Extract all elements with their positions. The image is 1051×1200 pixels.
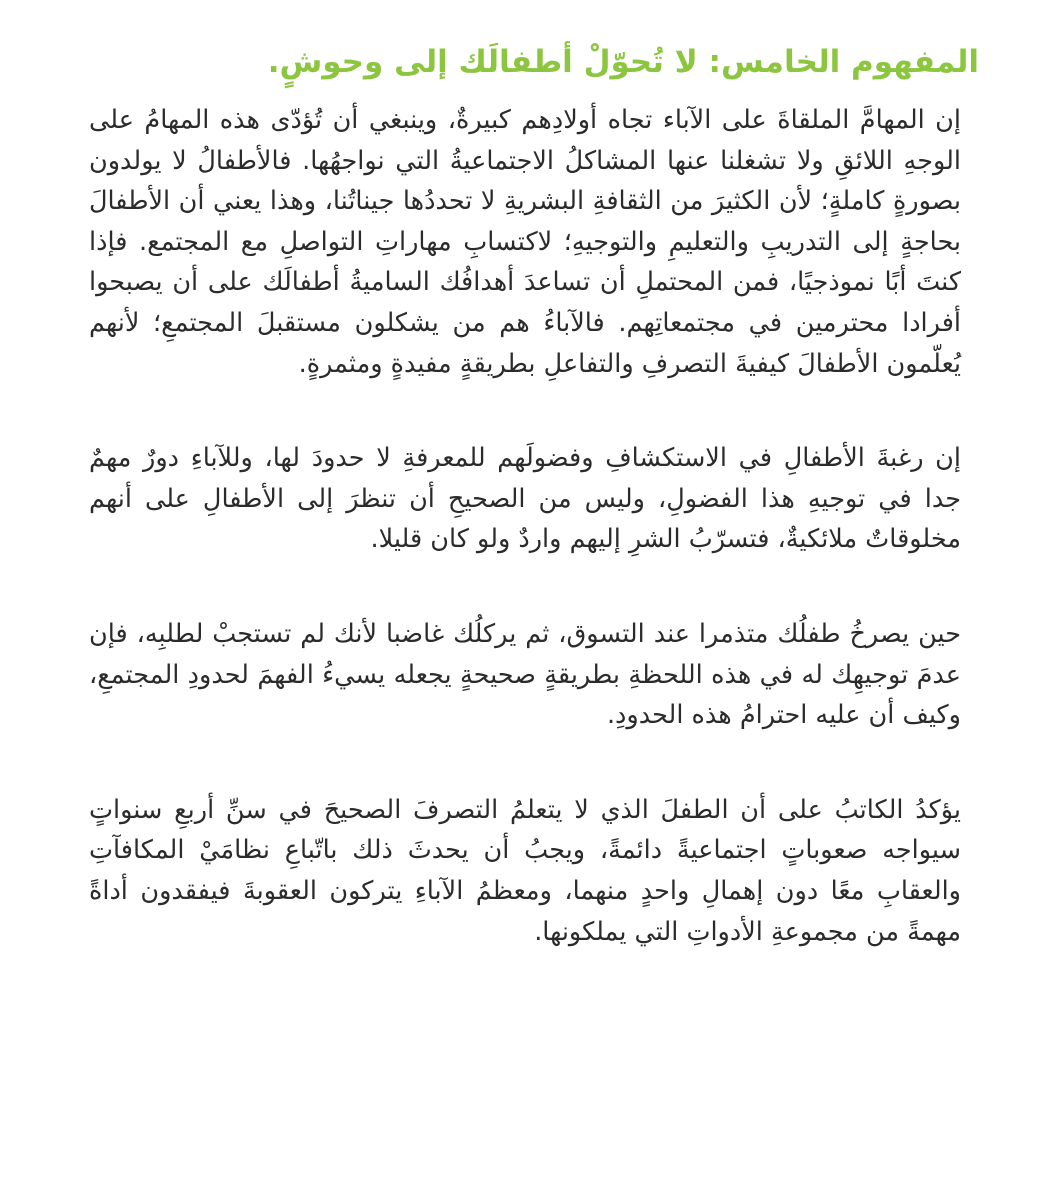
paragraph-3: حين يصرخُ طفلُك متذمرا عند التسوق، ثم يركلُك غاضبا لأنك لم تستجبْ لطلبِه، فإن عدمَ توجيهِك له في هذه اللحظةِ بطريقةٍ صحيحةٍ يجعله يسيءُ الفهمَ لحدودِ المجتمعِ، وكيف أن عليه احترامُ هذه الحدودِ. — [89, 618, 961, 731]
paragraph-4: يؤكدُ الكاتبُ على أن الطفلَ الذي لا يتعلمُ التصرفَ الصحيحَ في سنِّ أربعِ سنواتٍ سيواجه صعوباتٍ اجتماعيةً دائمةً، ويجبُ أن يحدثَ ذلك باتّباعِ نظامَيْ المكافآتِ والعقابِ معًا دون إهمالِ واحدٍ منهما، ومعظمُ الآباءِ يتركون العقوبةَ فيفقدون أداةً مهمةً من مجموعةِ الأدواتِ التي يملكونها. — [89, 794, 961, 947]
paragraph-1: إن المهامَّ الملقاةَ على الآباء تجاه أولادِهم كبيرةٌ، وينبغي أن تُؤدّى هذه المهامُ على الوجهِ اللائقِ ولا تشغلنا عنها المشاكلُ الاجتماعيةُ التي نواجهُها. فالأطفالُ لا يولدون بصورةٍ كاملةٍ؛ لأن الكثيرَ من الثقافةِ البشريةِ لا تحددُها جيناتُنا، وهذا يعني أن الأطفالَ بحاجةٍ إلى التدريبِ والتعليمِ والتوجيهِ؛ لاكتسابِ مهاراتِ التواصلِ مع المجتمع. فإذا كنتَ أبًا نموذجيًا، فمن المحتملِ أن تساعدَ أهدافُك الساميةُ أطفالَك على أن يصبحوا أفرادا محترمين في مجتمعاتِهم. فالآباءُ هم من يشكلون مستقبلَ المجتمعِ؛ لأنهم يُعلّمون الأطفالَ كيفيةَ التصرفِ والتفاعلِ بطريقةٍ مفيدةٍ ومثمرةٍ. — [89, 105, 961, 379]
paragraph-2: إن رغبةَ الأطفالِ في الاستكشافِ وفضولَهم للمعرفةِ لا حدودَ لها، وللآباءِ دورٌ مهمٌ جدا في توجيهِ هذا الفضولِ، وليس من الصحيحِ أن تنظرَ إلى الأطفالِ على أنهم مخلوقاتٌ ملائكيةٌ، فتسرّبُ الشرِ إليهم واردٌ ولو كان قليلا. — [89, 443, 961, 555]
article-body — [89, 100, 961, 952]
page-title: المفهوم الخامس: لا تُحوّلْ أطفالَك إلى وحوشٍ. — [267, 44, 979, 80]
